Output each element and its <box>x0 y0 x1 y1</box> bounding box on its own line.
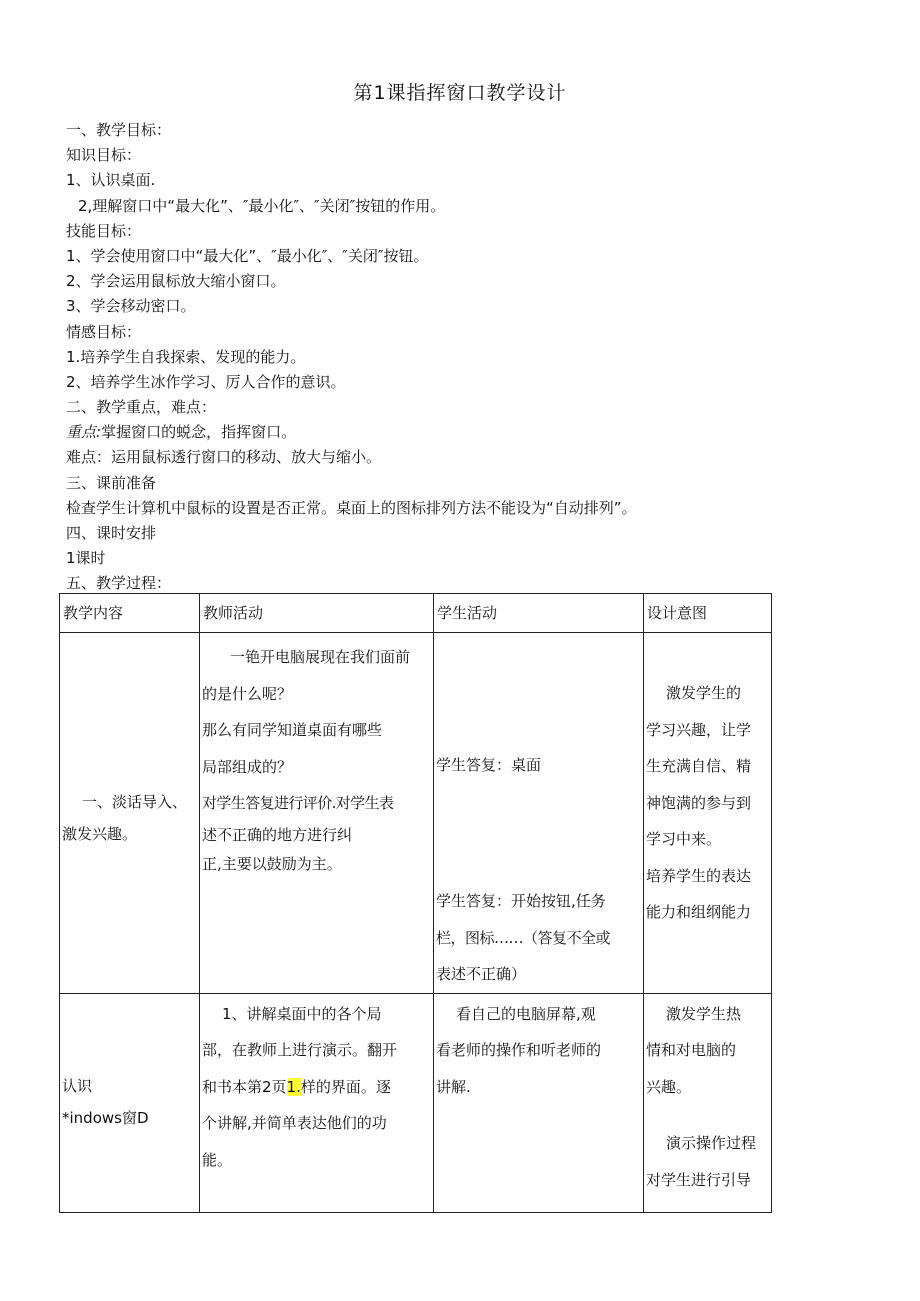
line-emotion-1: 1.培养学生自我探索、发现的能力。 <box>66 347 306 366</box>
row1-student-line: 栏，图标……（答复不全或 <box>436 928 611 947</box>
row1-intent-line: 神饱满的参与到 <box>646 793 752 812</box>
row1-student-line: 表述不正确） <box>436 965 527 983</box>
line-schedule-text: 1课时 <box>66 549 106 568</box>
row2-content-line2: *indows窗D <box>62 1108 149 1127</box>
row1-teacher-line: 那么有同学知道桌面有哪些 <box>202 721 383 739</box>
highlighted-text: 1. <box>286 1077 301 1096</box>
line-preparation: 三、课前准备 <box>66 473 157 492</box>
line-teaching-goals: 一、教学目标： <box>66 121 172 139</box>
line-difficulty: 难点：运用鼠标透行窗口的移动、放大与缩小。 <box>66 448 382 467</box>
line-key-point <box>66 420 866 445</box>
row1-content-cell <box>60 633 200 994</box>
row1-student-answer1: 学生答复：桌面 <box>436 756 542 774</box>
row1-teacher-line: 正,主要以鼓励为主。 <box>202 854 342 873</box>
line-skill-1: 1、学会使用窗口中“最大化”、″最小化″、″关闭″按钮。 <box>66 246 429 265</box>
row2-intent-line: 对学生进行引导 <box>646 1170 752 1189</box>
row1-intent-line: 学习中来。 <box>646 830 722 848</box>
row1-intent-line: 生充满自信、精 <box>646 757 752 775</box>
row1-student-line: 学生答复：开始按钮,任务 <box>436 892 606 910</box>
header-student: 学生活动 <box>434 594 644 633</box>
document-title: 第1课指挥窗口教学设计 <box>353 82 567 104</box>
line-knowledge-1: 1、认识桌面. <box>66 171 156 190</box>
header-teacher: 教师活动 <box>200 594 434 633</box>
row1-student-cell <box>434 633 644 994</box>
row2-student-line: 讲解. <box>436 1077 471 1096</box>
row1-teacher-line: 局部组成的？ <box>202 757 293 776</box>
key-point-text: 掌握窗口的蜕念，指挥窗口。 <box>101 423 297 442</box>
line-knowledge-goals: 知识目标： <box>66 146 142 165</box>
row2-teacher-line <box>202 1069 431 1106</box>
row2-teacher-text: 和书本第2页 <box>202 1077 287 1096</box>
row2-teacher-line: 能。 <box>202 1150 233 1169</box>
row2-intent-line: 激发学生热 <box>666 1004 742 1023</box>
line-process: 五、教学过程： <box>66 574 172 593</box>
line-schedule: 四、课时安排 <box>66 524 157 542</box>
row2-intent-line: 演示操作过程 <box>666 1134 757 1152</box>
row2-teacher-line: 部，在教师上进行演示。翻开 <box>202 1041 398 1059</box>
row2-content-line1: 认识 <box>62 1076 93 1095</box>
row2-teacher-line: 个讲解,并简单表达他们的功 <box>202 1114 387 1132</box>
row2-intent-cell <box>644 993 772 1212</box>
row2-student-line: 看自己的电脑屏幕,观 <box>456 1004 596 1023</box>
row2-teacher-line: 1、讲解桌面中的各个局 <box>222 1004 382 1023</box>
table-header-row <box>60 594 772 633</box>
row2-intent-line: 情和对电脑的 <box>646 1041 737 1059</box>
row1-intent-line: 培养学生的表达 <box>646 866 752 885</box>
row1-intent-line: 能力和组纲能力 <box>646 903 752 921</box>
row1-teacher-line: 述不正确的地方进行纠 <box>202 825 353 844</box>
row1-intent-line: 学习兴趣，让学 <box>646 720 752 739</box>
line-key-points: 二、教学重点，难点： <box>66 398 217 417</box>
process-table <box>59 593 772 1213</box>
row1-intent-cell <box>644 633 772 994</box>
row1-intent-line: 激发学生的 <box>666 684 742 702</box>
header-intent: 设计意图 <box>644 594 772 633</box>
row1-content-line1: 一、淡话导入、 <box>82 793 188 811</box>
row1-teacher-cell <box>200 633 434 994</box>
row1-teacher-line: 对学生答复进行评价.对学生表 <box>202 794 394 812</box>
key-point-label: 重点: <box>66 423 102 442</box>
line-emotion-2: 2、培养学生冰作学习、厉人合作的意识。 <box>66 372 346 391</box>
row2-teacher-text: 样的界面。逐 <box>300 1077 391 1096</box>
line-emotion-goals: 情感目标： <box>66 322 142 341</box>
line-skill-3: 3、学会移动密口。 <box>66 297 196 316</box>
row1-content-line2: 激发兴趣。 <box>62 825 138 843</box>
line-skill-2: 2、学会运用鼠标放大缩小窗口。 <box>66 272 286 291</box>
row2-content-cell <box>60 993 200 1212</box>
row2-student-cell <box>434 993 644 1212</box>
line-knowledge-2: 2,理解窗口中“最大化”、″最小化″、″关闭″按钮的作用。 <box>78 196 446 215</box>
header-content: 教学内容 <box>60 594 200 633</box>
row2-student-line: 看老师的操作和听老师的 <box>436 1041 602 1059</box>
table-row <box>60 993 772 1212</box>
row1-teacher-line: 一铯开电脑展现在我们面前 <box>230 648 411 666</box>
row1-teacher-line: 的是什么呢？ <box>202 684 293 703</box>
row2-intent-line: 兴趣。 <box>646 1077 692 1096</box>
line-preparation-text: 检查学生计算机中鼠标的设置是否正常。桌面上的图标排列方法不能设为“自动排列”。 <box>66 498 637 517</box>
objectives-section <box>66 118 866 597</box>
table-row <box>60 633 772 994</box>
row2-teacher-cell <box>200 993 434 1212</box>
line-skill-goals: 技能目标： <box>66 221 142 240</box>
